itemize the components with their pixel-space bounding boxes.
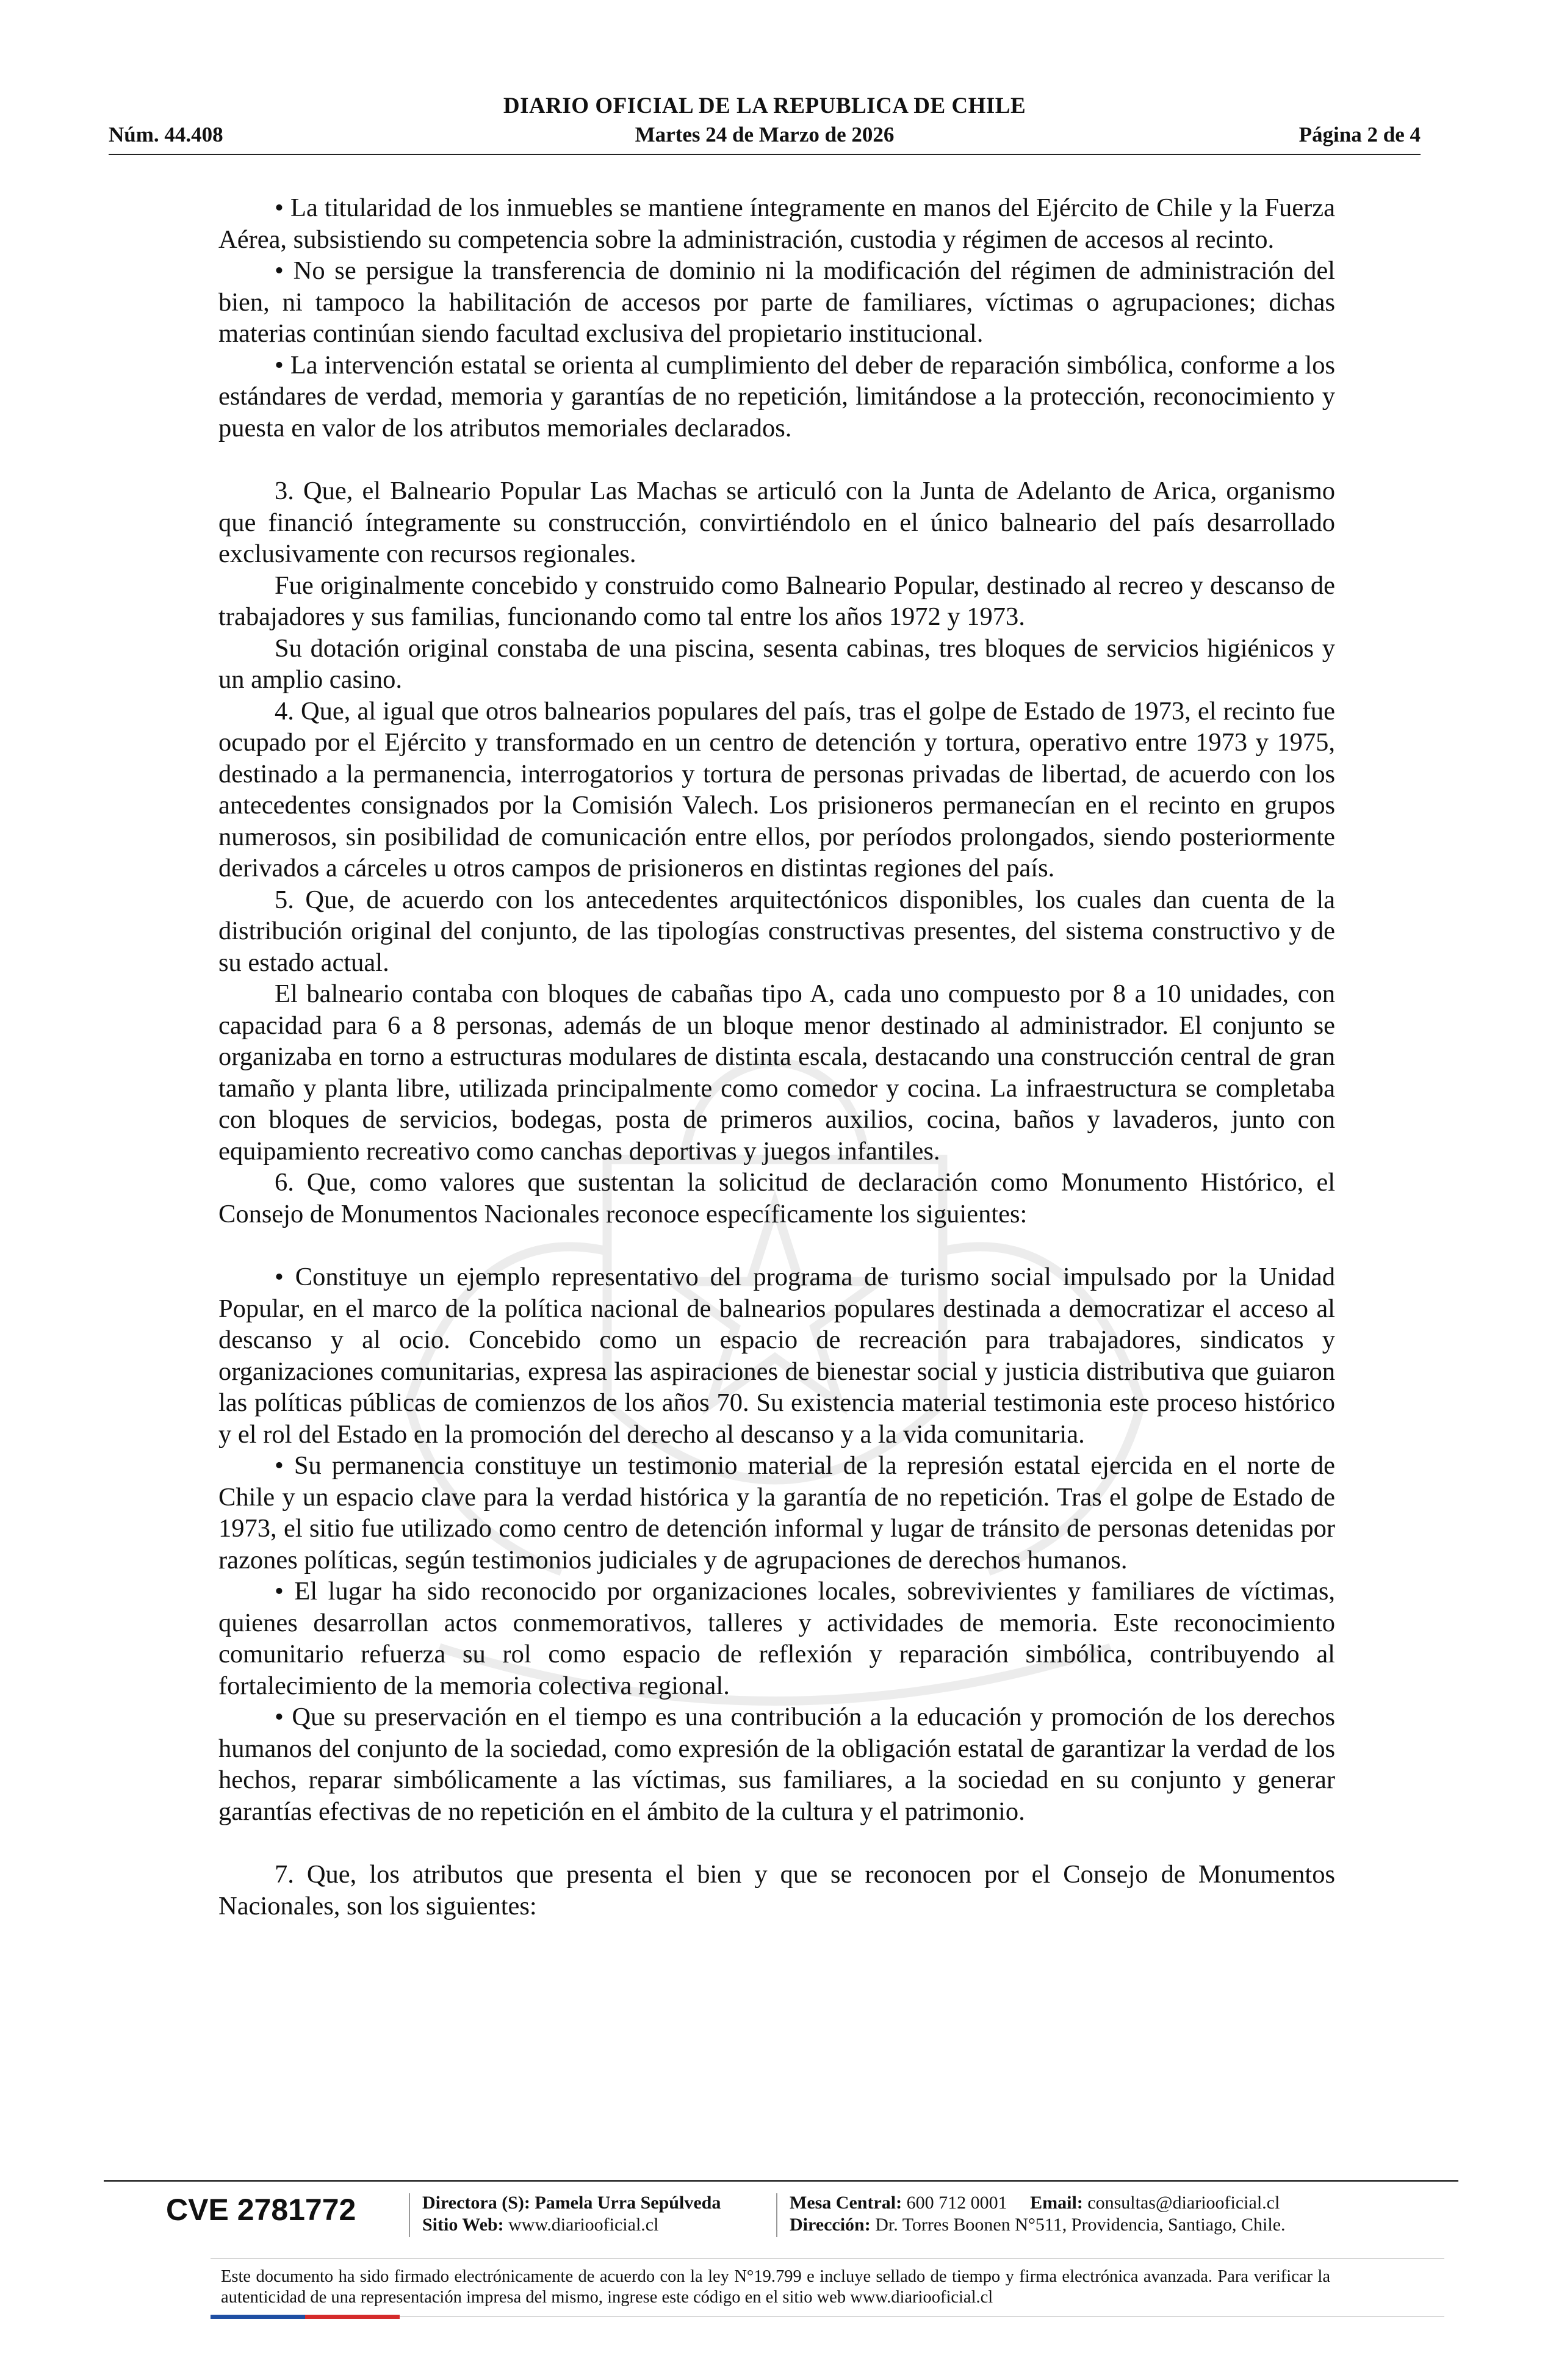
- director-name: Directora (S): Pamela Urra Sepúlveda: [422, 2193, 721, 2213]
- footer-divider: [409, 2193, 410, 2237]
- paragraph: • La titularidad de los inmuebles se mantiene íntegramente en manos del Ejército de Chile y la Fuerza Aérea, subsistiendo su competencia sobre la administración, custodia y régimen de accesos al recinto.: [218, 193, 1335, 254]
- footer-rule: [104, 2180, 1458, 2182]
- cve-code: CVE 2781772: [166, 2193, 356, 2227]
- email-label: Email:: [1030, 2193, 1083, 2213]
- paragraph-gap: [218, 1827, 1335, 1859]
- issue-number: Núm. 44.408: [109, 123, 223, 146]
- paragraph-gap: [218, 444, 1335, 475]
- email-link[interactable]: consultas@diariooficial.cl: [1087, 2193, 1280, 2213]
- paragraph: 5. Que, de acuerdo con los antecedentes arquitectónicos disponibles, los cuales dan cuenta de la distribución original del conjunto, de las tipologías constructivas presentes, del sistema constructivo y de su estado actual.: [218, 885, 1335, 977]
- footer-contact-column: [790, 2192, 1286, 2236]
- footer-director-column: [422, 2192, 721, 2236]
- paragraph: 4. Que, al igual que otros balnearios populares del país, tras el golpe de Estado de 1973, el recinto fue ocupado por el Ejército y transformado en un centro de detención y tortura, operativo entre 1973 y 1975, destinado a la permanencia, interrogatorios y tortura de personas privadas de libertad, de acuerdo con los antecedentes consignados por la Comisión Valech. Los prisioneros permanecían en el recinto en grupos numerosos, sin posibilidad de comunicación entre ellos, por períodos prolongados, siendo posteriormente derivados a cárceles u otros campos de prisioneros en distintas regiones del país.: [218, 696, 1335, 882]
- paragraph: Fue originalmente concebido y construido como Balneario Popular, destinado al recreo y descanso de trabajadores y sus familias, funcionando como tal entre los años 1972 y 1973.: [218, 571, 1335, 631]
- paragraph: 3. Que, el Balneario Popular Las Machas se articuló con la Junta de Adelanto de Arica, organismo que financió íntegramente su construcción, convirtiéndolo en el único balneario del país desarrollado exclusivamente con recursos regionales.: [218, 477, 1335, 568]
- paragraph: • La intervención estatal se orienta al cumplimiento del deber de reparación simbólica, conforme a los estándares de verdad, memoria y garantías de no repetición, limitándose a la protección, reconocimiento y puesta en valor de los atributos memoriales declarados.: [218, 350, 1335, 442]
- footer-thin-rule: [211, 2258, 1444, 2259]
- footer-divider: [776, 2193, 777, 2237]
- paragraph: • El lugar ha sido reconocido por organizaciones locales, sobrevivientes y familiares de víctimas, quienes desarrollan actos conmemorativos, talleres y actividades de memoria. Este reconocimiento comunitario refuerza su rol como espacio de reflexión y reparación simbólica, contribuyendo al fortalecimiento de la memoria colectiva regional.: [218, 1577, 1335, 1700]
- website-link[interactable]: www.diariooficial.cl: [508, 2215, 659, 2235]
- address-value: Dr. Torres Boonen N°511, Providencia, Santiago, Chile.: [875, 2215, 1286, 2235]
- flag-stripe-blue: [211, 2315, 305, 2319]
- address-label: Dirección:: [790, 2215, 871, 2235]
- flag-stripe-red: [305, 2315, 400, 2319]
- central-phone: 600 712 0001: [906, 2193, 1007, 2213]
- legal-notice: Este documento ha sido firmado electrónicamente de acuerdo con la ley N°19.799 e incluye sellado de tiempo y firma electrónica avanzada. Para verificar la autenticidad de una representación impresa del mismo, ingrese este código en el sitio web www.diariooficial.cl: [221, 2267, 1330, 2307]
- central-label: Mesa Central:: [790, 2193, 902, 2213]
- issue-date: Martes 24 de Marzo de 2026: [635, 123, 895, 146]
- paragraph: 7. Que, los atributos que presenta el bien y que se reconocen por el Consejo de Monumentos Nacionales, son los siguientes:: [218, 1860, 1335, 1920]
- page-indicator: Página 2 de 4: [1298, 123, 1421, 146]
- paragraph: • Su permanencia constituye un testimonio material de la represión estatal ejercida en el norte de Chile y un espacio clave para la verdad histórica y la garantía de no repetición. Tras el golpe de Estado de 1973, el sitio fue utilizado como centro de detención informal y lugar de tránsito de personas detenidas por razones políticas, según testimonios judiciales y de agrupaciones de derechos humanos.: [218, 1451, 1335, 1574]
- page-header: [109, 93, 1421, 160]
- paragraph: El balneario contaba con bloques de cabañas tipo A, cada uno compuesto por 8 a 10 unidades, con capacidad para 6 a 8 personas, además de un bloque menor destinado al administrador. El conjunto se organizaba en torno a estructuras modulares de distinta escala, destacando una construcción central de gran tamaño y planta libre, utilizada principalmente como comedor y cocina. La infraestructura se completaba con bloques de servicios, bodegas, posta de primeros auxilios, cocina, baños y lavaderos, junto con equipamiento recreativo como canchas deportivas y juegos infantiles.: [218, 979, 1335, 1166]
- web-label: Sitio Web:: [422, 2215, 504, 2235]
- newspaper-title: DIARIO OFICIAL DE LA REPUBLICA DE CHILE: [503, 93, 1026, 118]
- paragraph: • No se persigue la transferencia de dominio ni la modificación del régimen de administración del bien, ni tampoco la habilitación de accesos por parte de familiares, víctimas o agrupaciones; dichas materias continúan siendo facultad exclusiva del propietario institucional.: [218, 256, 1335, 348]
- paragraph-gap: [218, 1230, 1335, 1261]
- page-footer: [104, 2180, 1458, 2363]
- header-rule: [109, 154, 1421, 155]
- paragraph: • Constituye un ejemplo representativo del programa de turismo social impulsado por la Unidad Popular, en el marco de la política nacional de balnearios populares destinada a democratizar el acceso al descanso y al ocio. Concebido como un espacio de recreación para trabajadores, sindicatos y organizaciones comunitarias, expresa las aspiraciones de bienestar social y justicia distributiva que guiaron las políticas públicas de comienzos de los años 70. Su existencia material testimonia este proceso histórico y el rol del Estado en la promoción del derecho al descanso y a la vida comunitaria.: [218, 1263, 1335, 1449]
- paragraph: 6. Que, como valores que sustentan la solicitud de declaración como Monumento Histórico, el Consejo de Monumentos Nacionales reconoce específicamente los siguientes:: [218, 1168, 1335, 1228]
- paragraph: Su dotación original constaba de una piscina, sesenta cabinas, tres bloques de servicios higiénicos y un amplio casino.: [218, 633, 1335, 694]
- paragraph: • Que su preservación en el tiempo es una contribución a la educación y promoción de los derechos humanos del conjunto de la sociedad, como expresión de la obligación estatal de garantizar la verdad de los hechos, reparar simbólicamente a las víctimas, sus familiares, a la sociedad en su conjunto y generar garantías efectivas de no repetición en el ámbito de la cultura y el patrimonio.: [218, 1703, 1335, 1826]
- document-body: [218, 192, 1335, 1922]
